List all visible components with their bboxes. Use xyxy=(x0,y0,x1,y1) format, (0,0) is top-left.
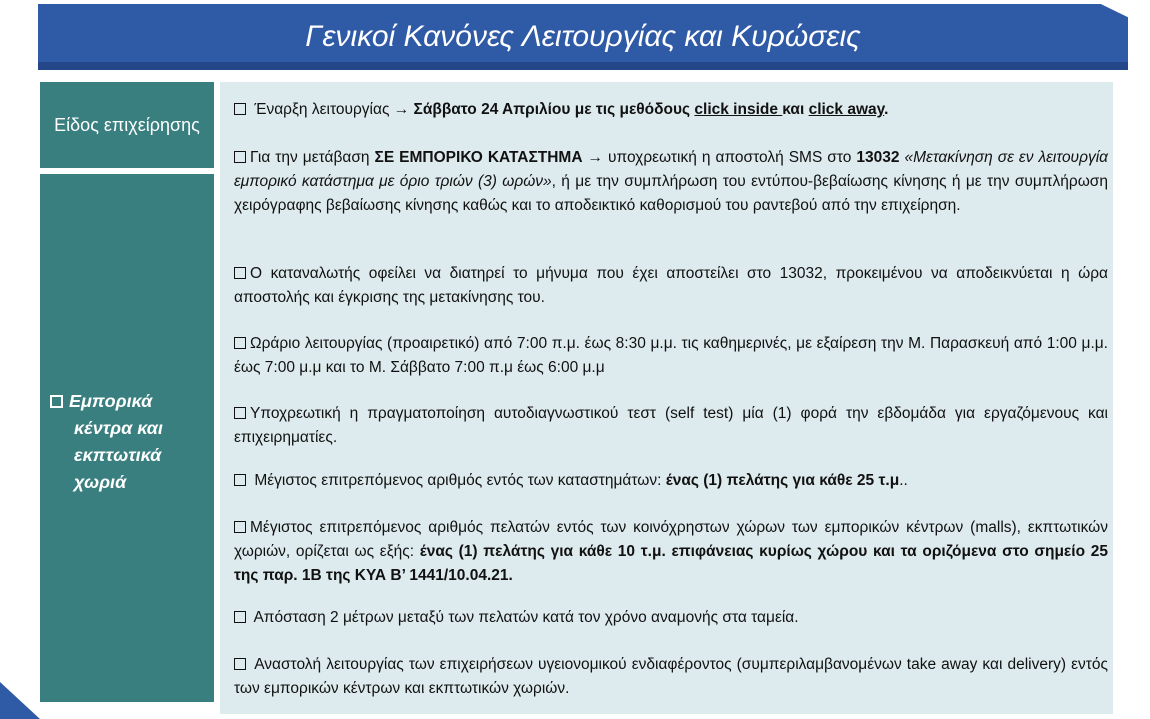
page-title: Γενικοί Κανόνες Λειτουργίας και Κυρώσεις xyxy=(305,20,861,53)
checkbox-icon xyxy=(234,611,246,623)
category-line-4: χωριά xyxy=(74,472,127,492)
checkbox-icon xyxy=(234,658,246,670)
rule-item-hours: Ωράριο λειτουργίας (προαιρετικό) από 7:00 π.μ. έως 8:30 μ.μ. τις καθημερινές, με εξαίρεση την Μ. Παρασκευή από 1:00 μ.μ. έως 7:00 μ.μ και το Μ. Σάββατο 7:00 π.μ έως 6:00 μ.μ xyxy=(234,335,1108,376)
category-cell xyxy=(40,174,214,702)
checkbox-icon xyxy=(50,395,63,408)
category-line-1: Εμπορικά xyxy=(69,391,153,411)
business-type-label-cell xyxy=(40,82,214,168)
category-line-2: κέντρα και xyxy=(74,418,163,438)
rules-panel xyxy=(220,82,1113,714)
checkbox-icon xyxy=(234,521,246,533)
rule-item-keep-message: Ο καταναλωτής οφείλει να διατηρεί το μήνυμα που έχει αποστείλει στο 13032, προκειμένου να αποδεικνύεται η ώρα αποστολής και έγκρισης της μετακίνησης του. xyxy=(234,265,1108,306)
checkbox-icon xyxy=(234,407,246,419)
rule-item-sms: Για την μετάβαση ΣΕ ΕΜΠΟΡΙΚΟ ΚΑΤΑΣΤΗΜΑ → υποχρεωτική η αποστολή SMS στο 13032 «Μετακίνηση σε εν λειτουργία εμπορικό κατάστημα με όριο τριών (3) ωρών», ή με την συμπλήρωση του εντύπου-βεβαίωσης κίνησης ή με την συμπλήρωση χειρόγραφης βεβαίωσης κίνησης καθώς και το αποδεικτικό καθορισμού του ραντεβού από την επιχείρηση. xyxy=(234,149,1108,214)
checkbox-icon xyxy=(234,474,246,486)
rule-item-store-capacity: Μέγιστος επιτρεπόμενος αριθμός εντός των καταστημάτων: ένας (1) πελάτης για κάθε 25 τ.μ.. xyxy=(234,469,1108,493)
checkbox-icon xyxy=(234,337,246,349)
checkbox-icon xyxy=(234,151,246,163)
category-label xyxy=(50,388,210,496)
business-type-label: Είδος επιχείρησης xyxy=(54,114,200,135)
checkbox-icon xyxy=(234,267,246,279)
rule-item-suspension: Αναστολή λειτουργίας των επιχειρήσεων υγειονομικού ενδιαφέροντος (συμπεριλαμβανομένων take away και delivery) εντός των εμπορικών κέντρων και εκπτωτικών χωριών. xyxy=(234,656,1108,697)
rule-item-mall-capacity: Μέγιστος επιτρεπόμενος αριθμός πελατών εντός των κοινόχρηστων χώρων των εμπορικών κέντρων (malls), εκπτωτικών χωριών, ορίζεται ως εξής: ένας (1) πελάτης για κάθε 10 τ.μ. επιφάνειας κυρίως χώρου και τα οριζόμενα στο σημείο 25 της παρ. 1Β της ΚΥΑ Β’ 1441/10.04.21. xyxy=(234,519,1108,584)
category-line-3: εκπτωτικά xyxy=(74,445,162,465)
rule-item-opening: Έναρξη λειτουργίας → Σάββατο 24 Απριλίου με τις μεθόδους click inside και click away. xyxy=(234,98,1108,122)
rule-item-distance: Απόσταση 2 μέτρων μεταξύ των πελατών κατά τον χρόνο αναμονής στα ταμεία. xyxy=(234,606,1108,630)
rule-item-self-test: Υποχρεωτική η πραγματοποίηση αυτοδιαγνωστικού τεστ (self test) μία (1) φορά την εβδομάδα για εργαζόμενους και επιχειρηματίες. xyxy=(234,405,1108,446)
corner-decoration xyxy=(0,682,40,719)
checkbox-icon xyxy=(234,103,246,115)
